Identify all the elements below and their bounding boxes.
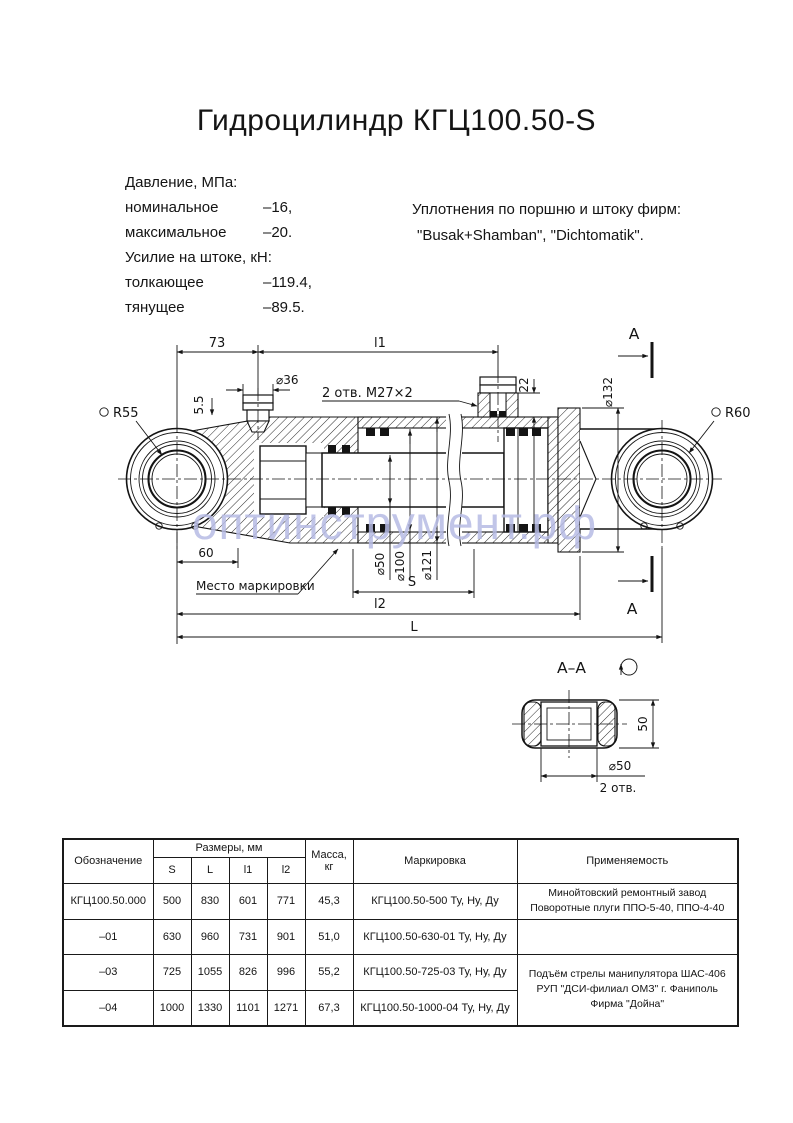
seals-note-line2: "Busak+Shamban", "Dichtomatik". bbox=[417, 227, 644, 244]
table-row bbox=[63, 954, 738, 990]
ports-note: 2 отв. М27×2 bbox=[322, 386, 413, 401]
cell-mass: 55,2 bbox=[305, 954, 353, 990]
section-view-a-a bbox=[512, 659, 659, 795]
push-label: толкающее bbox=[125, 274, 204, 291]
cell-l2: 996 bbox=[267, 954, 305, 990]
application-line: РУП "ДСИ-филиал ОМЗ" г. Фаниполь bbox=[536, 983, 718, 996]
dim-label-r60: R60 bbox=[725, 406, 751, 421]
dim-label-r55: R55 bbox=[113, 406, 139, 421]
section-hole-d50: ⌀50 bbox=[608, 759, 632, 773]
cell-l1: 826 bbox=[229, 954, 267, 990]
cell-mass: 67,3 bbox=[305, 990, 353, 1026]
col-header-mass bbox=[305, 839, 353, 883]
nominal-label: номинальное bbox=[125, 199, 219, 216]
cell-s: 1000 bbox=[153, 990, 191, 1026]
pull-value: –89.5. bbox=[263, 299, 305, 316]
cell-l1: 601 bbox=[229, 883, 267, 919]
application-line: Минойтовский ремонтный завод bbox=[548, 886, 707, 899]
col-header-l2: l2 bbox=[267, 857, 305, 883]
cell-designation: –01 bbox=[63, 919, 153, 954]
cell-s: 630 bbox=[153, 919, 191, 954]
col-header-dims-group: Размеры, мм bbox=[153, 839, 305, 857]
dim-label-bore-d100: ⌀100 bbox=[393, 550, 407, 582]
dim-label-22: 22 bbox=[517, 377, 531, 393]
dim-label-d36: ⌀36 bbox=[276, 373, 299, 387]
cell-marking: КГЦ100.50-1000-04 Ту, Ну, Ду bbox=[353, 990, 517, 1026]
table-row bbox=[63, 919, 738, 954]
cell-l: 1055 bbox=[191, 954, 229, 990]
section-dim-50: 50 bbox=[636, 716, 650, 732]
col-header-marking: Маркировка bbox=[353, 839, 517, 883]
mass-line2: кг bbox=[324, 861, 334, 874]
cell-l2: 901 bbox=[267, 919, 305, 954]
application-line: Фирма "Дойна" bbox=[590, 998, 665, 1011]
section-mark-bottom: А bbox=[626, 600, 638, 618]
cell-l2: 1271 bbox=[267, 990, 305, 1026]
dim-label-tube-d121: ⌀121 bbox=[420, 549, 434, 581]
cell-l1: 1101 bbox=[229, 990, 267, 1026]
max-label: максимальное bbox=[125, 224, 227, 241]
mass-line1: Масса, bbox=[311, 849, 347, 862]
cell-mass: 51,0 bbox=[305, 919, 353, 954]
section-holes-count: 2 отв. bbox=[599, 781, 637, 795]
application-line: Поворотные плуги ППО-5-40, ППО-4-40 bbox=[530, 902, 725, 914]
dim-label-l: L bbox=[410, 620, 418, 635]
col-header-l: L bbox=[191, 857, 229, 883]
sphere-symbol-right bbox=[712, 408, 720, 416]
spec-table bbox=[62, 838, 739, 1027]
cell-marking: КГЦ100.50-725-03 Ту, Ну, Ду bbox=[353, 954, 517, 990]
cell-l: 960 bbox=[191, 919, 229, 954]
dim-label-60: 60 bbox=[198, 546, 214, 560]
dim-label-l2: l2 bbox=[374, 597, 386, 612]
section-mark-top: А bbox=[628, 325, 640, 343]
sphere-symbol-left bbox=[100, 408, 108, 416]
col-header-application: Применяемость bbox=[517, 839, 738, 883]
col-header-s: S bbox=[153, 857, 191, 883]
dim-label-d132: ⌀132 bbox=[601, 376, 615, 408]
table-row bbox=[63, 883, 738, 919]
cell-designation: –04 bbox=[63, 990, 153, 1026]
cell-designation: –03 bbox=[63, 954, 153, 990]
cell-s: 725 bbox=[153, 954, 191, 990]
cell-designation: КГЦ100.50.000 bbox=[63, 883, 153, 919]
max-value: –20. bbox=[263, 224, 293, 241]
page-title: Гидроцилиндр КГЦ100.50-S bbox=[196, 104, 597, 137]
cell-l: 830 bbox=[191, 883, 229, 919]
seals-note-line1: Уплотнения по поршню и штоку фирм: bbox=[412, 201, 682, 218]
dim-label-rod-d50: ⌀50 bbox=[373, 552, 387, 576]
dim-label-73: 73 bbox=[208, 336, 226, 351]
cell-l1: 731 bbox=[229, 919, 267, 954]
cell-application bbox=[517, 954, 738, 1026]
pressure-title: Давление, МПа: bbox=[125, 174, 238, 191]
col-header-l1: l1 bbox=[229, 857, 267, 883]
col-header-designation: Обозначение bbox=[63, 839, 153, 883]
cell-l: 1330 bbox=[191, 990, 229, 1026]
dim-label-5-5: 5.5 bbox=[192, 395, 206, 415]
force-title: Усилие на штоке, кН: bbox=[125, 249, 272, 266]
cell-s: 500 bbox=[153, 883, 191, 919]
pull-label: тянущее bbox=[125, 299, 185, 316]
push-value: –119.4, bbox=[263, 274, 312, 291]
cell-mass: 45,3 bbox=[305, 883, 353, 919]
cell-application bbox=[517, 883, 738, 919]
dim-label-l1: l1 bbox=[374, 336, 386, 351]
cell-application-empty bbox=[517, 919, 738, 954]
cell-marking: КГЦ100.50-500 Ту, Ну, Ду bbox=[353, 883, 517, 919]
cell-l2: 771 bbox=[267, 883, 305, 919]
application-line: Подъём стрелы манипулятора ШАС-406 bbox=[528, 967, 726, 980]
nominal-value: –16, bbox=[263, 199, 293, 216]
cell-marking: КГЦ100.50-630-01 Ту, Ну, Ду bbox=[353, 919, 517, 954]
watermark: оптинструмент.рф bbox=[192, 497, 598, 549]
dim-label-s: S bbox=[407, 575, 417, 590]
marking-place-label: Место маркировки bbox=[196, 579, 315, 593]
rotation-symbol bbox=[621, 659, 637, 675]
section-title: А–А bbox=[557, 659, 586, 677]
